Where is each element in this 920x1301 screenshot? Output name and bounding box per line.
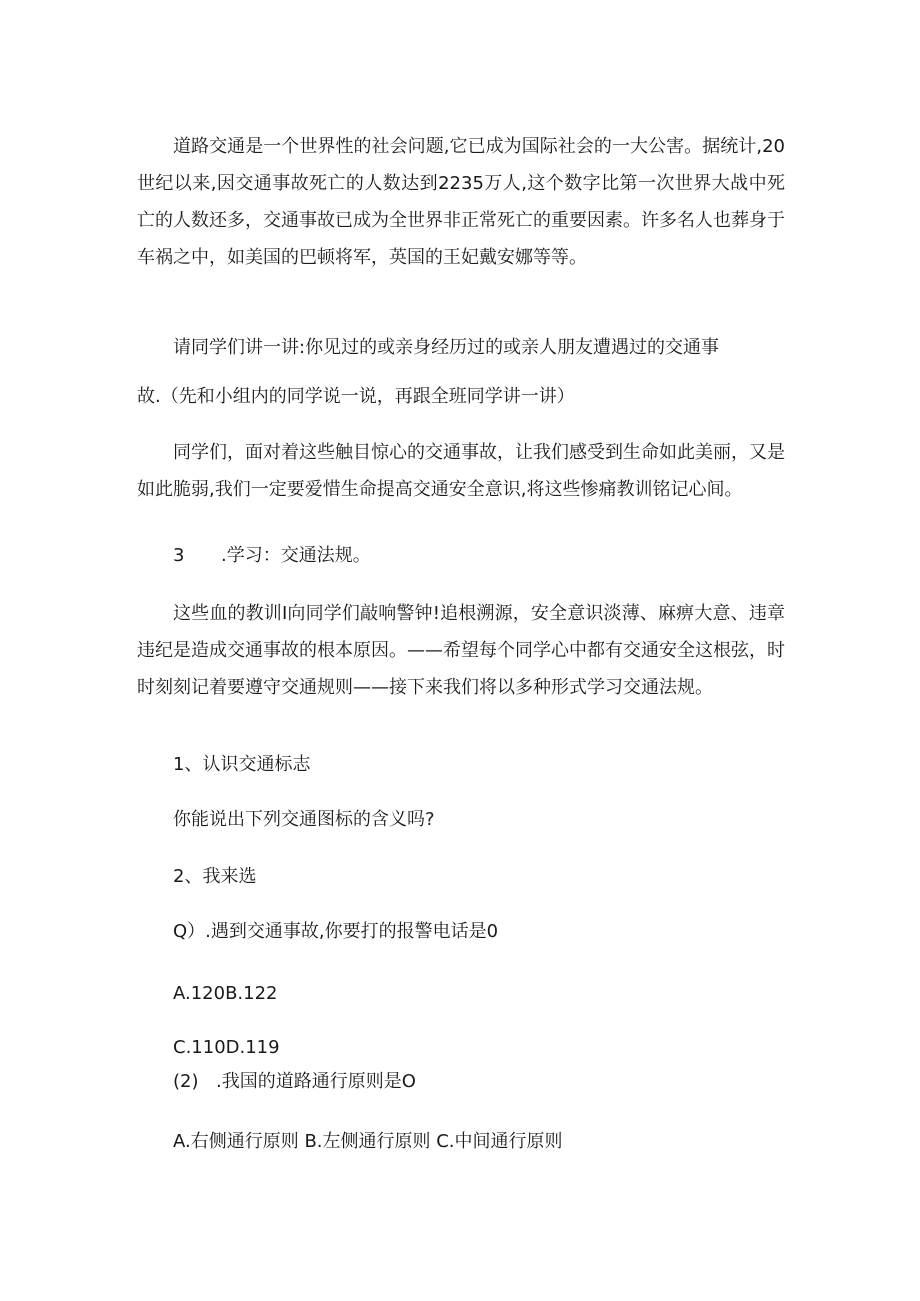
paragraph-traffic-hazard: 道路交通是一个世界性的社会问题,它已成为国际社会的一大公害。据统计,20世纪以来,因交通事故死亡的人数达到2235万人,这个数字比第一次世界大战中死亡的人数还多，交通事故已成为全世界非正常死亡的重要因素。许多名人也葬身于车祸之中，如美国的巴顿将军，英国的王妃戴安娜等等。: [137, 136, 785, 268]
question-1-options-cd: C.110D.119: [173, 1037, 280, 1058]
paragraph-cherish-life: 同学们，面对着这些触目惊心的交通事故，让我们感受到生命如此美丽，又是如此脆弱,我们一定要爱惜生命提高交通安全意识,将这些惨痛教训铭记心间。: [137, 442, 785, 500]
item-1-question: 你能说出下列交通图标的含义吗?: [173, 809, 435, 830]
question-2-number: (2): [173, 1071, 199, 1092]
question-2-options: A.右侧通行原则 B.左侧通行原则 C.中间通行原则: [173, 1131, 563, 1152]
question-2-text: .我国的道路通行原则是O: [216, 1071, 416, 1092]
section-3-number: 3: [173, 545, 185, 566]
paragraph-discussion-line-2: 故.（先和小组内的同学说一说，再跟全班同学讲一讲）: [137, 386, 575, 407]
question-1: Q）.遇到交通事故,你要打的报警电话是0: [173, 921, 499, 942]
paragraph-discussion-line-1: 请同学们讲一讲:你见过的或亲身经历过的或亲人朋友遭遇过的交通事: [173, 337, 720, 358]
paragraph-lessons: 这些血的教训I向同学们敲响警钟!追根溯源，安全意识淡薄、麻痹大意、违章违纪是造成交通事故的根本原因。——希望每个同学心中都有交通安全这根弦，时时刻刻记着要遵守交通规则——接下来我们将以多种形式学习交通法规。: [137, 603, 785, 698]
question-1-options-ab: A.120B.122: [173, 983, 278, 1004]
item-1-heading: 1、认识交通标志: [173, 754, 311, 775]
section-3-title: .学习：交通法规。: [221, 545, 371, 566]
item-2-heading: 2、我来选: [173, 866, 257, 887]
